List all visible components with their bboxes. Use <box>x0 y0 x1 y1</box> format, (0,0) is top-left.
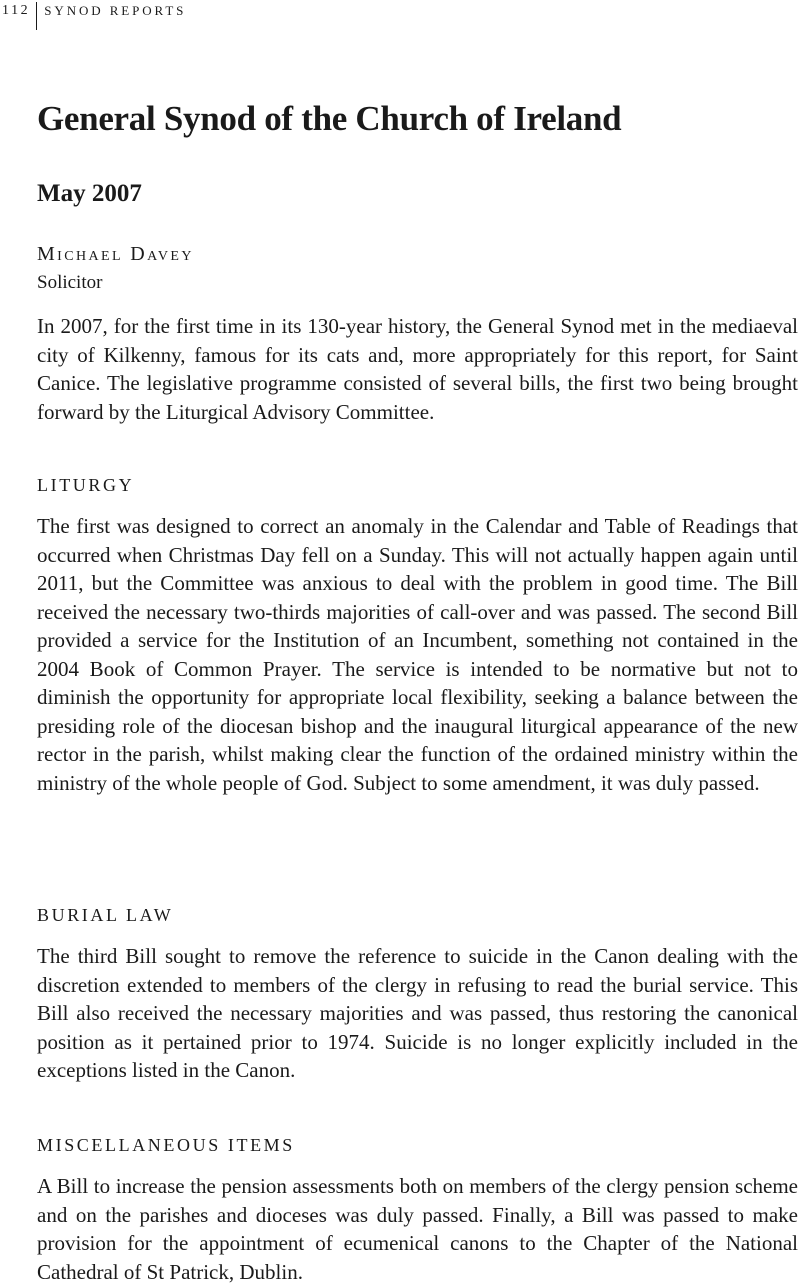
section-heading-liturgy: LITURGY <box>37 475 135 495</box>
section-body-miscellaneous: A Bill to increase the pension assessments both on members of the clergy pension scheme and on the parishes and dioceses was duly passed. Finally, a Bill was passed to make provision for the appointment of ecumenical canons to the Chapter of the National Cathedral of St Patrick, Dublin. <box>37 1174 798 1284</box>
author-role: Solicitor <box>37 272 103 293</box>
intro-paragraph: In 2007, for the first time in its 130-year history, the General Synod met in the mediaeval city of Kilkenny, famous for its cats and, more appropriately for this report, for Saint Canice. The legislative programme consisted of several bills, the first two being brought forward by the Liturgical Advisory Committee. <box>37 314 798 424</box>
article-title: General Synod of the Church of Ireland <box>37 99 622 138</box>
running-head-title: SYNOD REPORTS <box>44 3 187 18</box>
article-date: May 2007 <box>37 180 142 207</box>
page-number: 112 <box>2 3 31 18</box>
section-body-liturgy: The first was designed to correct an anomaly in the Calendar and Table of Readings that occurred when Christmas Day fell on a Sunday. This will not actually happen again until 2011, but the Committee was anxious to deal with the problem in good time. The Bill received the necessary two-thirds majorities of call-over and was passed. The second Bill provided a service for the Institution of an Incumbent, something not contained in the 2004 Book of Common Prayer. The service is intended to be normative but not to diminish the opportunity for appropriate local flexibility, seeking a balance between the presiding role of the diocesan bishop and the inaugural liturgical appearance of the new rector in the parish, whilst making clear the function of the ordained ministry within the ministry of the whole people of God. Subject to some amendment, it was duly passed. <box>37 514 798 795</box>
section-heading-miscellaneous: MISCELLANEOUS ITEMS <box>37 1135 295 1155</box>
author-name: Michael Davey <box>37 243 194 265</box>
running-head <box>0 2 186 30</box>
section-heading-burial-law: BURIAL LAW <box>37 905 174 925</box>
section-body-burial-law: The third Bill sought to remove the reference to suicide in the Canon dealing with the discretion extended to members of the clergy in refusing to read the burial service. This Bill also received the necessary majorities and was passed, thus restoring the canonical position as it pertained prior to 1974. Suicide is no longer explicitly included in the exceptions listed in the Canon. <box>37 944 798 1082</box>
